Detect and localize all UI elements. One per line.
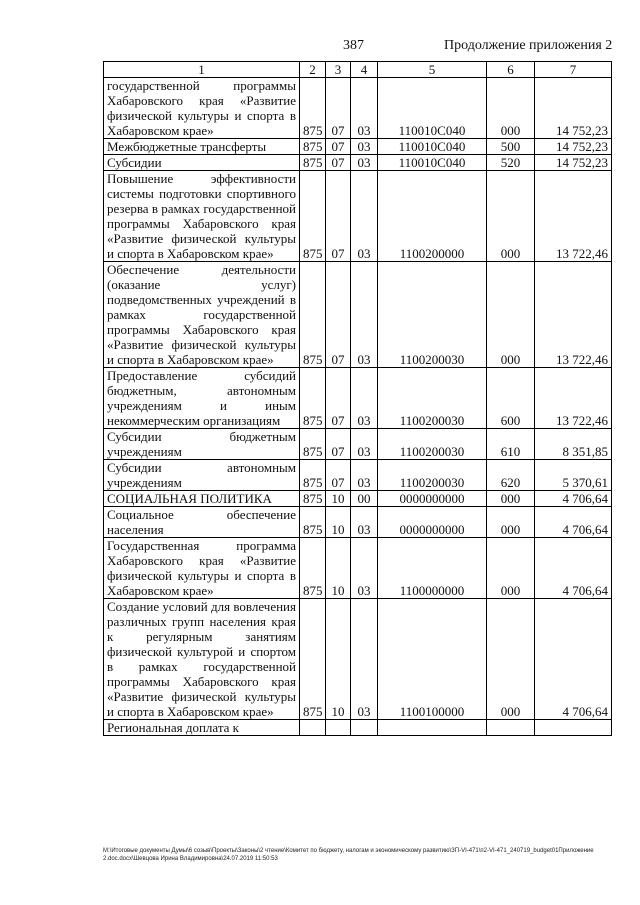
- target-article-code: 110010C040: [378, 155, 487, 171]
- section-code: 10: [326, 507, 351, 538]
- row-name: Государственная программа Хабаровского края «Развитие физической культуры и спорта в Хабаровском крае»: [104, 538, 300, 599]
- subsection-code: 03: [351, 507, 378, 538]
- table-row: [104, 368, 612, 429]
- expense-type-code: 600: [487, 368, 535, 429]
- column-header: 6: [487, 62, 535, 78]
- row-name: Социальное обеспечение населения: [104, 507, 300, 538]
- ministry-code: 875: [300, 139, 326, 155]
- target-article-code: 1100200030: [378, 262, 487, 368]
- column-number-row: [104, 62, 612, 78]
- table-row: [104, 507, 612, 538]
- target-article-code: 0000000000: [378, 491, 487, 507]
- table-row: [104, 538, 612, 599]
- table-row: [104, 78, 612, 139]
- amount-value: 4 706,64: [535, 491, 612, 507]
- table-row: [104, 460, 612, 491]
- page-number: 387: [343, 38, 364, 53]
- table-row: [104, 139, 612, 155]
- amount-value: 4 706,64: [535, 507, 612, 538]
- subsection-code: 03: [351, 599, 378, 720]
- subsection-code: 03: [351, 368, 378, 429]
- document-file-path: М:\Итоговые документы Думы\6 созыв\Проекты\Законы\2 чтение\Комитет по бюджету, налогам и экономическому развитию\ЗП-VI-471\п2-VI-471_240719_budget01Приложение 2.doc.docx\Шевцова Ирина Владимировна\24.07.2019 11:50:53: [103, 848, 594, 862]
- section-code: 07: [326, 139, 351, 155]
- ministry-code: 875: [300, 78, 326, 139]
- budget-table-header: [104, 62, 612, 78]
- target-article-code: 1100200030: [378, 429, 487, 460]
- expense-type-code: 520: [487, 155, 535, 171]
- section-code: [326, 720, 351, 736]
- subsection-code: 03: [351, 429, 378, 460]
- row-name: СОЦИАЛЬНАЯ ПОЛИТИКА: [104, 491, 300, 507]
- amount-value: 14 752,23: [535, 139, 612, 155]
- amount-value: [535, 720, 612, 736]
- subsection-code: 03: [351, 155, 378, 171]
- section-code: 07: [326, 460, 351, 491]
- amount-value: 8 351,85: [535, 429, 612, 460]
- row-name: Субсидии бюджетным учреждениям: [104, 429, 300, 460]
- table-row: [104, 491, 612, 507]
- table-row: [104, 720, 612, 736]
- section-code: 07: [326, 429, 351, 460]
- ministry-code: 875: [300, 491, 326, 507]
- ministry-code: 875: [300, 368, 326, 429]
- column-header: 4: [351, 62, 378, 78]
- expense-type-code: 500: [487, 139, 535, 155]
- row-name: Субсидии автономным учреждениям: [104, 460, 300, 491]
- subsection-code: [351, 720, 378, 736]
- ministry-code: 875: [300, 262, 326, 368]
- appendix-continuation-label: Продолжение приложения 2: [444, 38, 613, 53]
- table-row: [104, 262, 612, 368]
- ministry-code: 875: [300, 507, 326, 538]
- expense-type-code: 000: [487, 599, 535, 720]
- amount-value: 13 722,46: [535, 171, 612, 262]
- column-header: 5: [378, 62, 487, 78]
- expense-type-code: 000: [487, 507, 535, 538]
- subsection-code: 03: [351, 139, 378, 155]
- table-row: [104, 155, 612, 171]
- subsection-code: 03: [351, 171, 378, 262]
- ministry-code: 875: [300, 155, 326, 171]
- section-code: 10: [326, 538, 351, 599]
- section-code: 10: [326, 491, 351, 507]
- target-article-code: 1100200000: [378, 171, 487, 262]
- amount-value: 4 706,64: [535, 538, 612, 599]
- expense-type-code: 000: [487, 78, 535, 139]
- row-name: Обеспечение деятельности (оказание услуг) подведомственных учреждений в рамках государственной программы Хабаровского края «Развитие физической культуры и спорта в Хабаровском крае»: [104, 262, 300, 368]
- target-article-code: 110010C040: [378, 78, 487, 139]
- expense-type-code: 000: [487, 538, 535, 599]
- section-code: 07: [326, 171, 351, 262]
- target-article-code: 1100200030: [378, 460, 487, 491]
- ministry-code: [300, 720, 326, 736]
- amount-value: 14 752,23: [535, 155, 612, 171]
- row-name: Субсидии: [104, 155, 300, 171]
- amount-value: 14 752,23: [535, 78, 612, 139]
- amount-value: 5 370,61: [535, 460, 612, 491]
- expense-type-code: 610: [487, 429, 535, 460]
- row-name: Повышение эффективности системы подготовки спортивного резерва в рамках государственной программы Хабаровского края «Развитие физической культуры и спорта в Хабаровском крае»: [104, 171, 300, 262]
- ministry-code: 875: [300, 171, 326, 262]
- column-header: 7: [535, 62, 612, 78]
- target-article-code: 1100100000: [378, 599, 487, 720]
- target-article-code: 1100200030: [378, 368, 487, 429]
- amount-value: 4 706,64: [535, 599, 612, 720]
- table-row: [104, 171, 612, 262]
- subsection-code: 03: [351, 262, 378, 368]
- amount-value: 13 722,46: [535, 262, 612, 368]
- expense-type-code: [487, 720, 535, 736]
- column-header: 3: [326, 62, 351, 78]
- subsection-code: 03: [351, 78, 378, 139]
- table-row: [104, 599, 612, 720]
- subsection-code: 03: [351, 538, 378, 599]
- ministry-code: 875: [300, 429, 326, 460]
- table-row: [104, 429, 612, 460]
- amount-value: 13 722,46: [535, 368, 612, 429]
- section-code: 07: [326, 78, 351, 139]
- expense-type-code: 620: [487, 460, 535, 491]
- row-name: государственной программы Хабаровского края «Развитие физической культуры и спорта в Хабаровском крае»: [104, 78, 300, 139]
- section-code: 10: [326, 599, 351, 720]
- target-article-code: [378, 720, 487, 736]
- expense-type-code: 000: [487, 171, 535, 262]
- budget-table-body: [104, 78, 612, 736]
- row-name: Предоставление субсидий бюджетным, автономным учреждениям и иным некоммерческим организациям: [104, 368, 300, 429]
- ministry-code: 875: [300, 460, 326, 491]
- subsection-code: 00: [351, 491, 378, 507]
- section-code: 07: [326, 155, 351, 171]
- target-article-code: 0000000000: [378, 507, 487, 538]
- expense-type-code: 000: [487, 491, 535, 507]
- column-header: 1: [104, 62, 300, 78]
- target-article-code: 110010C040: [378, 139, 487, 155]
- row-name: Создание условий для вовлечения различных групп населения края к регулярным занятиям физической культурой и спортом в рамках государственной программы Хабаровского края «Развитие физической культуры и спорта в Хабаровском крае»: [104, 599, 300, 720]
- section-code: 07: [326, 262, 351, 368]
- subsection-code: 03: [351, 460, 378, 491]
- row-name: Межбюджетные трансферты: [104, 139, 300, 155]
- section-code: 07: [326, 368, 351, 429]
- row-name: Региональная доплата к: [104, 720, 300, 736]
- expense-type-code: 000: [487, 262, 535, 368]
- budget-table: [103, 61, 612, 736]
- target-article-code: 1100000000: [378, 538, 487, 599]
- column-header: 2: [300, 62, 326, 78]
- ministry-code: 875: [300, 538, 326, 599]
- ministry-code: 875: [300, 599, 326, 720]
